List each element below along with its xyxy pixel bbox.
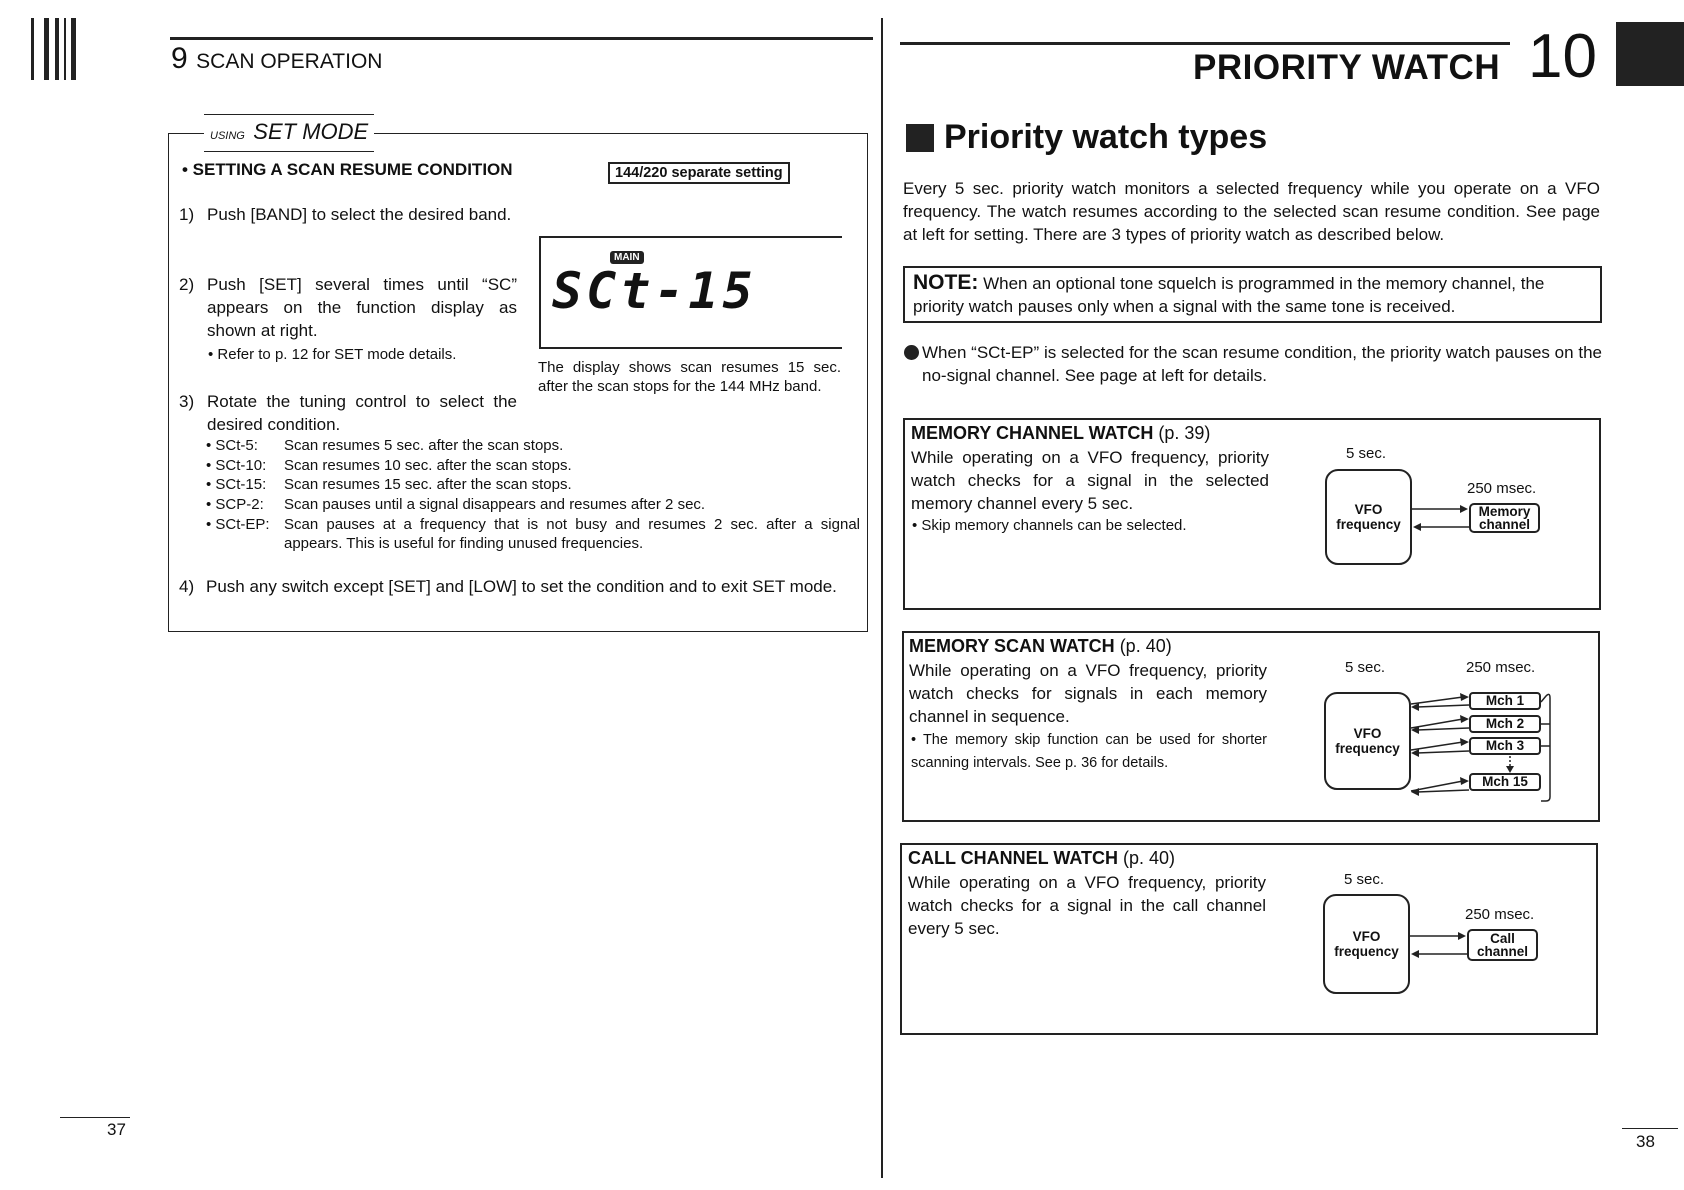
panel-1-title: MEMORY CHANNEL WATCH — [911, 423, 1154, 443]
step-2-text: Push [SET] several times until “SC” appears on the function display as shown at right. — [207, 275, 517, 340]
panel-2-heading — [909, 636, 1172, 657]
mch-box: Mch 3 — [1469, 737, 1541, 755]
option-sct15-desc: Scan resumes 15 sec. after the scan stops. — [284, 476, 572, 493]
display-rule-left — [539, 236, 541, 349]
option-sct5-desc: Scan resumes 5 sec. after the scan stops. — [284, 437, 564, 454]
footer-rule — [60, 1117, 130, 1118]
separate-setting-tag: 144/220 separate setting — [608, 162, 790, 184]
panel-3-title: CALL CHANNEL WATCH — [908, 848, 1118, 868]
option-sct15-code: • SCt-15: — [206, 476, 267, 493]
panel-2-vfo-line1: VFO — [1353, 726, 1382, 741]
panel-2-vfo-box — [1324, 692, 1411, 790]
panel-3-vfo-line2: frequency — [1334, 944, 1399, 959]
panel-1-note: • Skip memory channels can be selected. — [912, 517, 1187, 534]
thumb-mark — [31, 18, 34, 80]
option-scp2-code: • SCP-2: — [206, 496, 264, 513]
header-rule — [900, 42, 1510, 45]
section-heading: • SETTING A SCAN RESUME CONDITION — [182, 160, 513, 179]
panel-1-target-line1: Memory — [1478, 504, 1531, 519]
thumb-mark — [55, 18, 59, 80]
mode-prefix: USING — [210, 130, 245, 142]
step-1-text: Push [BAND] to select the desired band. — [207, 205, 512, 224]
option-sctep-desc: Scan pauses at a frequency that is not busy and resumes 2 sec. after a signal appears. This is useful for finding unused frequencies. — [284, 516, 860, 552]
panel-3-vfo-line1: VFO — [1352, 929, 1381, 944]
panel-1-vfo-box — [1325, 469, 1412, 565]
panel-3-target-box — [1467, 929, 1538, 961]
note-box — [903, 266, 1602, 323]
page-number-left: 37 — [107, 1120, 126, 1139]
intro-text: Every 5 sec. priority watch monitors a selected frequency while you operate on a VFO frequency. The watch resumes according to the selected scan resume condition. See page at left for setting. There are 3 types of priority watch as described below. — [903, 179, 1600, 244]
panel-2-vfo-line2: frequency — [1335, 741, 1400, 756]
display-rule-bottom — [539, 347, 842, 349]
thumb-mark — [71, 18, 76, 80]
panel-3-arrows — [1408, 927, 1472, 963]
panel-1-target-box — [1469, 503, 1540, 533]
panel-1-ref: (p. 39) — [1158, 423, 1211, 443]
gutter-rule — [881, 18, 883, 1178]
chapter-number: 9 — [171, 42, 188, 75]
option-sctep-code: • SCt-EP: — [206, 516, 270, 533]
display-readout: SCt-15 — [552, 262, 757, 320]
panel-3-vfo-box — [1323, 894, 1410, 994]
panel-2-body: While operating on a VFO frequency, priority watch checks for signals in each memory channel in sequence. — [909, 661, 1267, 726]
footer-rule — [1622, 1128, 1678, 1129]
panel-2-title: MEMORY SCAN WATCH — [909, 636, 1115, 656]
chapter-tab — [1616, 22, 1684, 86]
panel-1-vfo-line2: frequency — [1336, 517, 1401, 532]
panel-3-heading — [908, 848, 1175, 869]
panel-3-ref: (p. 40) — [1123, 848, 1176, 868]
note-text: When an optional tone squelch is programmed in the memory channel, the priority watch pauses only when a signal with the same tone is received. — [913, 274, 1545, 316]
panel-1-heading — [911, 423, 1210, 444]
option-scp2-desc: Scan pauses until a signal disappears and resumes after 2 sec. — [284, 496, 706, 513]
mch-box: Mch 1 — [1469, 692, 1541, 710]
bullet-icon — [904, 345, 919, 360]
panel-3-dwell: 250 msec. — [1465, 906, 1535, 923]
panel-1-target-line2: channel — [1478, 517, 1530, 532]
mch-box: Mch 2 — [1469, 715, 1541, 733]
panel-1-dwell: 250 msec. — [1467, 480, 1537, 497]
bullet-text: When “SCt-EP” is selected for the scan resume condition, the priority watch pauses on the no-signal channel. See page at left for details. — [922, 343, 1602, 385]
thumb-mark — [64, 18, 66, 80]
panel-3-target-line2: channel — [1476, 944, 1528, 959]
panel-2-ref: (p. 40) — [1119, 636, 1172, 656]
chapter-title: SCAN OPERATION — [196, 50, 383, 73]
panel-3-body: While operating on a VFO frequency, priority watch checks for a signal in the call channel every 5 sec. — [908, 873, 1266, 938]
step-4-number: 4) — [179, 577, 195, 596]
panel-1-vfo-line1: VFO — [1354, 502, 1383, 517]
set-mode-label — [204, 114, 374, 152]
panel-1-interval: 5 sec. — [1346, 445, 1387, 462]
panel-1-body: While operating on a VFO frequency, priority watch checks for a signal in the selected memory channel every 5 sec. — [911, 448, 1269, 513]
page-number-right: 38 — [1636, 1132, 1655, 1151]
step-2-number: 2) — [179, 275, 195, 294]
option-sct5-code: • SCt-5: — [206, 437, 258, 454]
step-3-text: Rotate the tuning control to select the desired condition. — [207, 392, 517, 434]
option-sct10-desc: Scan resumes 10 sec. after the scan stops. — [284, 457, 572, 474]
header-rule — [170, 37, 873, 40]
mode-title: SET MODE — [253, 119, 369, 144]
panel-2-interval: 5 sec. — [1345, 659, 1386, 676]
section-title: Priority watch types — [944, 118, 1268, 156]
panel-1-arrows — [1410, 500, 1474, 536]
display-caption: The display shows scan resumes 15 sec. after the scan stops for the 144 MHz band. — [538, 359, 841, 395]
panel-3-target-line1: Call — [1490, 931, 1515, 946]
step-4-text: Push any switch except [SET] and [LOW] to set the condition and to exit SET mode. — [206, 577, 837, 596]
note-label: NOTE: — [913, 271, 979, 294]
chapter-title: PRIORITY WATCH — [1193, 48, 1501, 87]
panel-2-note: • The memory skip function can be used for shorter scanning intervals. See p. 36 for details. — [911, 732, 1267, 771]
chapter-header — [171, 42, 382, 76]
display-rule-top — [539, 236, 842, 238]
section-title-wrap — [906, 118, 1267, 157]
main-badge: MAIN — [610, 251, 644, 264]
panel-3-interval: 5 sec. — [1344, 871, 1385, 888]
panel-2-arrows — [1409, 680, 1559, 805]
option-sct10-code: • SCt-10: — [206, 457, 267, 474]
step-3-number: 3) — [179, 392, 195, 411]
step-1-number: 1) — [179, 205, 195, 224]
thumb-mark — [44, 18, 49, 80]
step-2-note: • Refer to p. 12 for SET mode details. — [208, 346, 457, 363]
panel-2-dwell: 250 msec. — [1466, 659, 1536, 676]
mch-box: Mch 15 — [1469, 773, 1541, 791]
chapter-number: 10 — [1528, 22, 1597, 91]
section-square-icon — [906, 124, 934, 152]
